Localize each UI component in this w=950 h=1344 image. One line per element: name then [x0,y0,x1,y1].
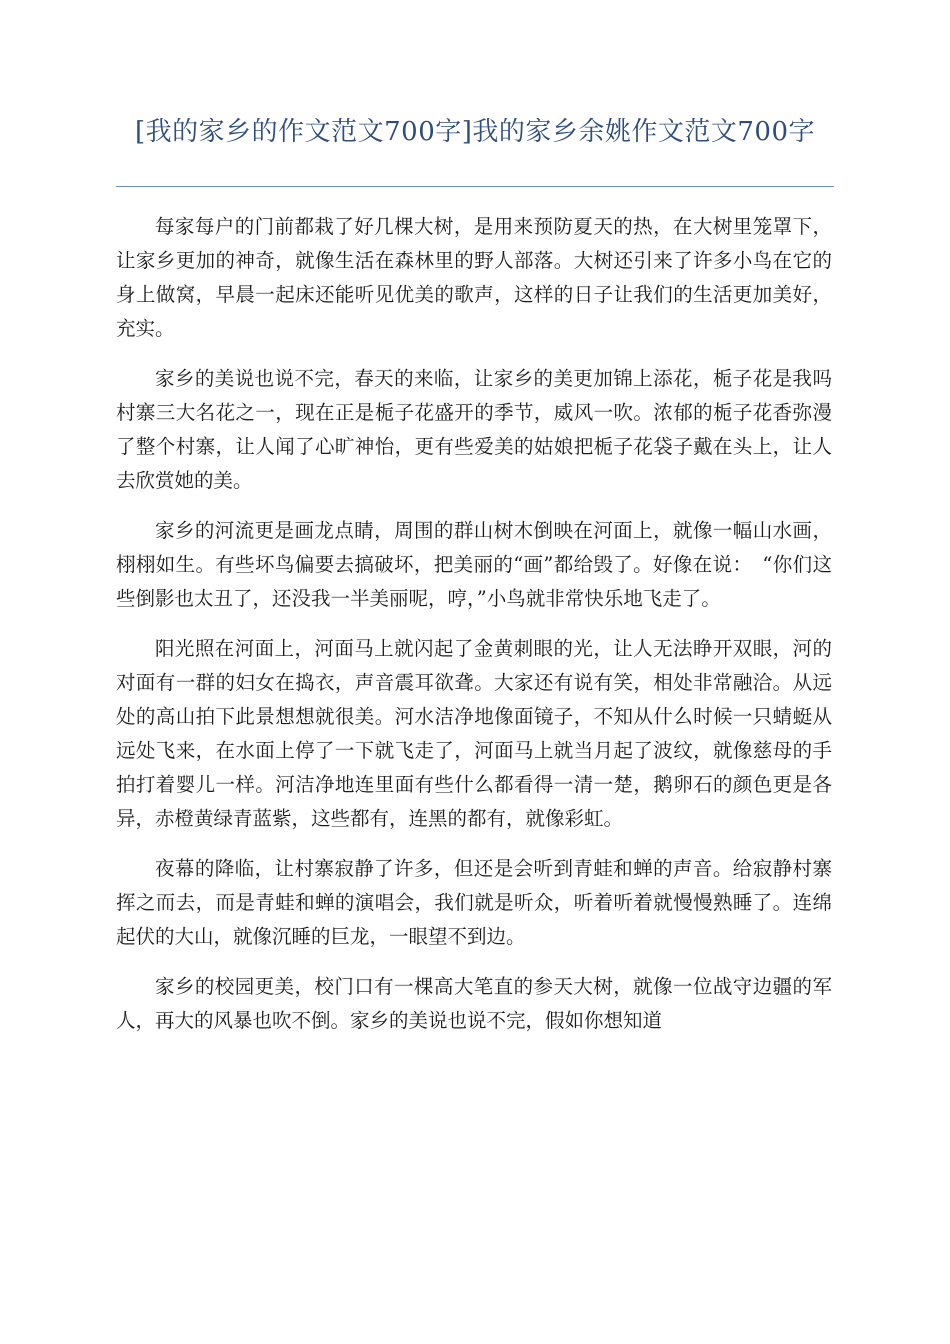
paragraph-3: 家乡的河流更是画龙点睛，周围的群山树木倒映在河面上，就像一幅山水画，栩栩如生。有些坏鸟偏要去搞破坏，把美丽的“画”都给毁了。好像在说： “你们这些倒影也太丑了，还没我一半美丽呢，哼，”小鸟就非常快乐地飞走了。 [116,519,832,610]
document-title: [我的家乡的作文范文700字]我的家乡余姚作文范文700字 [134,117,816,147]
paragraph-1: 每家每户的门前都栽了好几棵大树，是用来预防夏天的热，在大树里笼罩下，让家乡更加的神奇，就像生活在森林里的野人部落。大树还引来了许多小鸟在它的身上做窝，早晨一起床还能听见优美的歌声，这样的日子让我们的生活更加美好，充实。 [116,215,832,340]
paragraph-5: 夜幕的降临，让村寨寂静了许多，但还是会听到青蛙和蝉的声音。给寂静村寨挥之而去，而是青蛙和蝉的演唱会，我们就是听众，听着听着就慢慢熟睡了。连绵起伏的大山，就像沉睡的巨龙，一眼望不到边。 [116,857,832,948]
title-divider [116,186,834,187]
paragraph-2: 家乡的美说也说不完，春天的来临，让家乡的美更加锦上添花，栀子花是我吗村寨三大名花之一，现在正是栀子花盛开的季节，威风一吹。浓郁的栀子花香弥漫了整个村寨，让人闻了心旷神怡，更有些爱美的姑娘把栀子花袋子戴在头上，让人去欣赏她的美。 [116,367,832,492]
paragraph-6: 家乡的校园更美，校门口有一棵高大笔直的参天大树，就像一位战守边疆的军人，再大的风暴也吹不倒。家乡的美说也说不完，假如你想知道 [116,975,832,1032]
document-body [116,210,832,1054]
paragraph-4: 阳光照在河面上，河面马上就闪起了金黄刺眼的光，让人无法睁开双眼，河的对面有一群的妇女在捣衣，声音震耳欲聋。大家还有说有笑，相处非常融洽。从远处的高山拍下此景想想就很美。河水洁净地像面镜子，不知从什么时候一只蜻蜓从远处飞来，在水面上停了一下就飞走了，河面马上就当月起了波纹，就像慈母的手拍打着婴儿一样。河洁净地连里面有些什么都看得一清一楚，鹅卵石的颜色更是各异，赤橙黄绿青蓝紫，这些都有，连黑的都有，就像彩虹。 [116,637,832,830]
